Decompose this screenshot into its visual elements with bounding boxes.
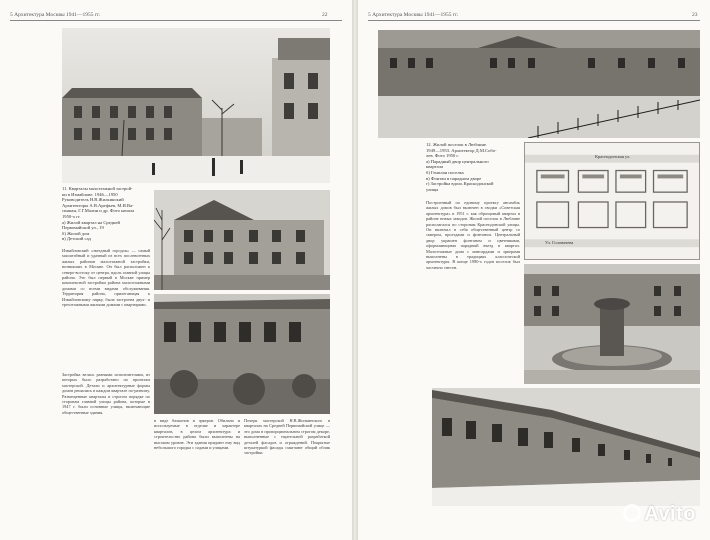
caption-line: Архитекторы А.В.Арефьев, М.И.Ва- (62, 202, 134, 208)
caption-line: а) Жилой квартал на Средней (62, 219, 120, 225)
caption-line: 1949—1953. Архитектор Д.М.Собо- (426, 147, 497, 153)
left-page-number: 22 (322, 12, 328, 18)
caption-line: б) Жилой дом (62, 230, 90, 236)
caption-line: г) Застройка вдоль Краснодонской (426, 181, 494, 187)
caption-line: б) Генплан поселка (426, 169, 464, 175)
photo-11b-building (154, 190, 330, 290)
caption-line: лев. Фото 1950 г. (426, 153, 459, 159)
avito-watermark (623, 503, 696, 526)
right-running-header: 5 Архитектура Москвы 1941—1955 гг. (368, 12, 459, 18)
left-header-rule (10, 20, 342, 21)
left-running-header: 5 Архитектура Москвы 1941—1955 гг. (10, 12, 101, 18)
text-column-1: Измайловский «звездный городок» — самый масштабный и удачный из всех послевоенных жилых районов малоэтажной застройки, возникших в Москве. Он был расположен к северо-востоку от центра, вдоль главной улицы района. Это был первый в Москве пример комплексной застройки района малоэтажными домами со всеми видами обслуживания. Территория района, прилегающая к Измайловскому парку, была застроена двух- и трехэтажными жилыми домами с квартирами. (62, 248, 150, 308)
caption-line: ки в Измайлове. 1946—1950 (62, 191, 118, 197)
caption-line: Руководитель Н.В.Жилкинский (62, 197, 124, 203)
text-column-4: Почерк мастерской Н.В.Жилкинского в кварталах на Средней Первомайской улице — это дома в пропорциональном строгом декоре, выполненные с тщательной разработкой деталей фасадов и ограждений. Покрытые штукатуркой фасады смягчают общий облик застройки. (244, 418, 330, 456)
caption-line: в) Детский сад (62, 236, 91, 242)
text-column-right: Построенный по единому проекту ансамбль жилых домов был включен в сводки «Советская архитектура» в 1951 г. как образцовый квартал в районе новых заводов. Жилой поселок в Люблине располагался по сторонам Краснодонской улицы. Он включал в себя общественный центр со сквером, проездами и фонтаном. Центральный двор украшен фонтаном и цветниками, оформляющими парадный въезд в квартал. Малоэтажные дома с мансардами и эркерами выполнены в традициях классической архитектуры. В конце 1980-х годов поселок был частично снесен. (426, 200, 520, 270)
caption-line: Первомайской ул., 19 (62, 225, 104, 231)
photo-12c-fountain (524, 264, 700, 384)
caption-line: улицы (426, 186, 439, 192)
left-page (0, 0, 352, 540)
caption-line: квартала (426, 164, 444, 170)
plan-label-street-top: Краснодонская ул. (595, 154, 631, 159)
caption-line: 11. Кварталы малоэтажной застрой- (62, 186, 133, 191)
right-page (358, 0, 710, 540)
caption-12 (426, 142, 520, 192)
plan-label-street-bottom: Ул. Головачева (545, 240, 574, 245)
right-page-number: 23 (692, 12, 698, 18)
photo-12d-street (432, 388, 700, 506)
avito-logo-icon (623, 504, 641, 522)
caption-line: в) Фонтан в парадном дворе (426, 175, 482, 181)
caption-line: 12. Жилой поселок в Люблине. (426, 142, 488, 147)
caption-11 (62, 186, 150, 242)
text-column-2: Застройка велась разными исполнителями, из которых было разработано по проектам мастерской. Детали и архитектурные формы домов решались в каждом квартале по-разному. Размещенные кварталы в строгом порядке по сторонам главной улицы района, которые в 1947 г. были основные улицы, включающие общественные здания. (62, 372, 150, 415)
photo-11c-kindergarten (154, 294, 330, 414)
photo-11a-street (62, 28, 330, 183)
site-plan-12b (524, 142, 700, 260)
watermark-text: Avito (644, 503, 696, 525)
photo-12a-courtyard (378, 30, 700, 138)
caption-line: синиан, Г.Г.Малин и др. Фото начала (62, 208, 135, 214)
caption-line: 1950-х гг. (62, 213, 81, 219)
caption-line: а) Парадный двор центрального (426, 158, 489, 164)
right-header-rule (368, 20, 700, 21)
text-column-3: в виде балконов и эркеров. Обильно и используемые в отделке и характере кварталов, в целом архитектура и строительство района были выполнены на высоком уровне. Эти здания придают ему вид небольшого городка с садами и улицами. (154, 418, 240, 451)
